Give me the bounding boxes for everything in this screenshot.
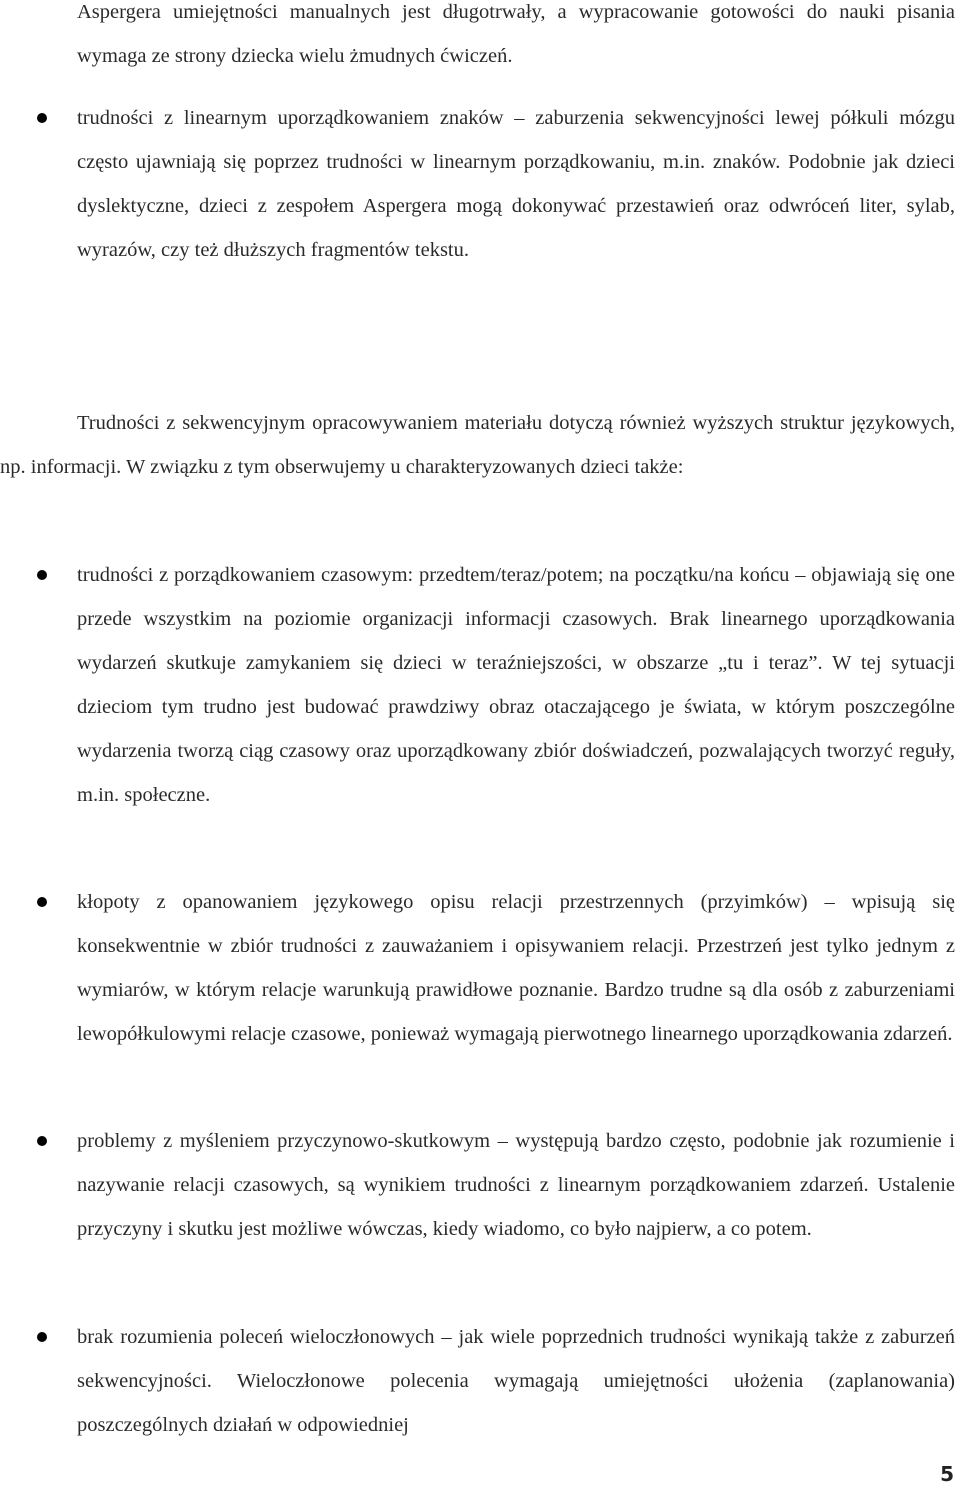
page-number: 5 bbox=[940, 1462, 954, 1486]
list-item-text: trudności z linearnym uporządkowaniem znaków – zaburzenia sekwencyjności lewej półkuli mózgu często ujawniają się poprzez trudności w linearnym porządkowaniu, m.in. znaków. Podobnie jak dzieci dyslektyczne, dzieci z zespołem Aspergera mogą dokonywać przestawień oraz odwróceń liter, sylab, wyrazów, czy też dłuższych fragmentów tekstu. bbox=[77, 107, 955, 261]
list-item-text: trudności z porządkowaniem czasowym: przedtem/teraz/potem; na początku/na końcu – objawiają się one przede wszystkim na poziomie organizacji informacji czasowych. Brak linearnego uporządkowania wydarzeń skutkuje zamykaniem się dzieci w teraźniejszości, w obszarze „tu i teraz”. W tej sytuacji dzieciom tym trudno jest budować prawdziwy obraz otaczającego je świata, w którym poszczególne wydarzenia tworzą ciąg czasowy oraz uporządkowany zbiór doświadczeń, pozwalających tworzyć reguły, m.in. społeczne. bbox=[77, 564, 955, 806]
list-item-text: kłopoty z opanowaniem językowego opisu relacji przestrzennych (przyimków) – wpisują się konsekwentnie w zbiór trudności z zauważaniem i opisywaniem relacji. Przestrzeń jest tylko jednym z wymiarów, w którym relacje warunkują prawidłowe poznanie. Bardzo trudne są dla osób z zaburzeniami lewopółkulowymi relacje czasowe, ponieważ wymagają pierwotnego linearnego uporządkowania zdarzeń. bbox=[77, 891, 955, 1045]
bullet-icon bbox=[37, 1136, 47, 1146]
bullet-icon bbox=[37, 1332, 47, 1342]
list-item-text: brak rozumienia poleceń wieloczłonowych – jak wiele poprzednich trudności wynikają także z zaburzeń sekwencyjności. Wieloczłonowe polecenia wymagają umiejętności ułożenia (zaplanowania) poszczególnych działań w odpowiedniej bbox=[77, 1326, 955, 1436]
bullet-icon bbox=[37, 570, 47, 580]
body-paragraph: Trudności z sekwencyjnym opracowywaniem materiału dotyczą również wyższych struktur językowych, np. informacji. W związku z tym obserwujemy u charakteryzowanych dzieci także: bbox=[0, 412, 955, 478]
continuation-paragraph: Aspergera umiejętności manualnych jest długotrwały, a wypracowanie gotowości do nauki pisania wymaga ze strony dziecka wielu żmudnych ćwiczeń. bbox=[77, 1, 955, 67]
bullet-icon bbox=[37, 897, 47, 907]
bullet-icon bbox=[37, 113, 47, 123]
list-item-text: problemy z myśleniem przyczynowo-skutkowym – występują bardzo często, podobnie jak rozumienie i nazywanie relacji czasowych, są wynikiem trudności z linearnym porządkowaniem zdarzeń. Ustalenie przyczyny i skutku jest możliwe wówczas, kiedy wiadomo, co było najpierw, a co potem. bbox=[77, 1130, 955, 1240]
